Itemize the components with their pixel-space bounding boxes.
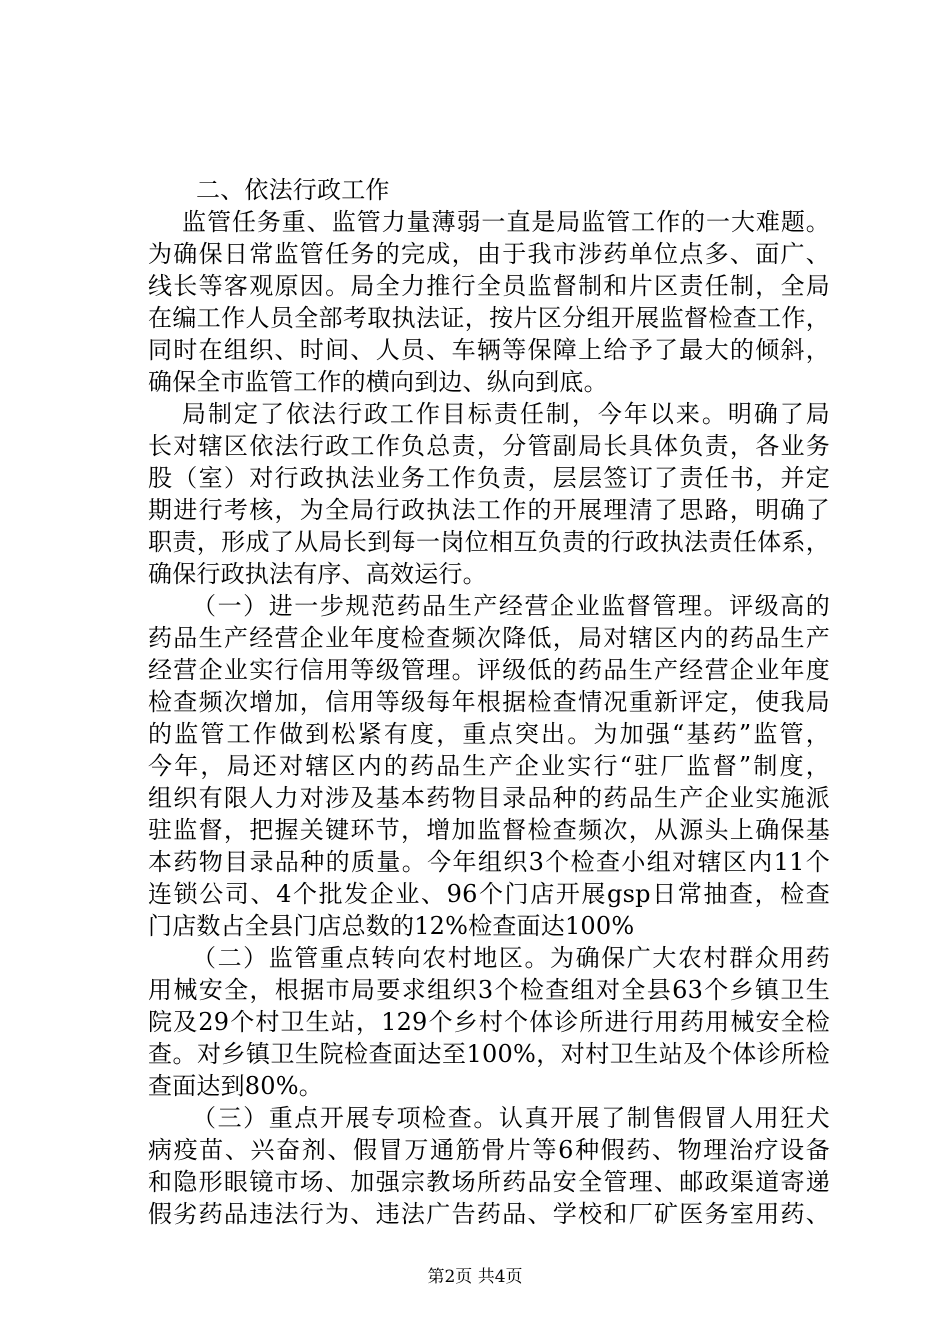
paragraph-line: 局制定了依法行政工作目标责任制，今年以来。明确了局: [182, 400, 830, 428]
paragraph-line: 假劣药品违法行为、违法广告药品、学校和厂矿医务室用药、: [148, 1200, 830, 1228]
paragraph-line: 在编工作人员全部考取执法证，按片区分组开展监督检查工作，: [148, 304, 830, 332]
paragraph-line: 查面达到80%。: [148, 1072, 323, 1100]
paragraph-line: 本药物目录品种的质量。今年组织3个检查小组对辖区内11个: [148, 848, 830, 876]
paragraph-line: 股（室）对行政执法业务工作负责，层层签订了责任书，并定: [148, 464, 830, 492]
paragraph-line: 经营企业实行信用等级管理。评级低的药品生产经营企业年度: [148, 656, 830, 684]
paragraph-line: （一）进一步规范药品生产经营企业监督管理。评级高的: [192, 592, 830, 620]
paragraph-line: 药品生产经营企业年度检查频次降低，局对辖区内的药品生产: [148, 624, 830, 652]
paragraph-line: 确保全市监管工作的横向到边、纵向到底。: [148, 368, 608, 396]
paragraph-line: 用械安全，根据市局要求组织3个检查组对全县63个乡镇卫生: [148, 976, 830, 1004]
paragraph-line: 组织有限人力对涉及基本药物目录品种的药品生产企业实施派: [148, 784, 830, 812]
paragraph-line: 检查频次增加，信用等级每年根据检查情况重新评定，使我局: [148, 688, 830, 716]
paragraph-line: 查。对乡镇卫生院检查面达至100%，对村卫生站及个体诊所检: [148, 1040, 830, 1068]
section-heading: 二、依法行政工作: [196, 176, 390, 204]
paragraph-line: 监管任务重、监管力量薄弱一直是局监管工作的一大难题。: [182, 208, 830, 236]
paragraph-line: 同时在组织、时间、人员、车辆等保障上给予了最大的倾斜，: [148, 336, 830, 364]
page-number-footer: 第2页 共4页: [427, 1267, 523, 1287]
paragraph-line: 和隐形眼镜市场、加强宗教场所药品安全管理、邮政渠道寄递: [148, 1168, 830, 1196]
paragraph-line: 驻监督，把握关键环节，增加监督检查频次，从源头上确保基: [148, 816, 830, 844]
paragraph-line: 的监管工作做到松紧有度，重点突出。为加强“基药”监管，: [148, 720, 830, 748]
paragraph-line: 门店数占全县门店总数的12%检查面达100%: [148, 912, 635, 940]
paragraph-line: （二）监管重点转向农村地区。为确保广大农村群众用药: [192, 944, 830, 972]
paragraph-line: 职责，形成了从局长到每一岗位相互负责的行政执法责任体系，: [148, 528, 830, 556]
paragraph-line: 为确保日常监管任务的完成，由于我市涉药单位点多、面广、: [148, 240, 830, 268]
paragraph-line: 长对辖区依法行政工作负总责，分管副局长具体负责，各业务: [148, 432, 830, 460]
paragraph-line: 期进行考核，为全局行政执法工作的开展理清了思路，明确了: [148, 496, 830, 524]
paragraph-line: 今年，局还对辖区内的药品生产企业实行“驻厂监督”制度，: [148, 752, 830, 780]
paragraph-line: 院及29个村卫生站，129个乡村个体诊所进行用药用械安全检: [148, 1008, 830, 1036]
paragraph-line: 确保行政执法有序、高效运行。: [148, 560, 487, 588]
paragraph-line: 线长等客观原因。局全力推行全员监督制和片区责任制，全局: [148, 272, 830, 300]
paragraph-line: 连锁公司、4个批发企业、96个门店开展gsp日常抽查，检查: [148, 880, 830, 908]
paragraph-line: （三）重点开展专项检查。认真开展了制售假冒人用狂犬: [192, 1104, 830, 1132]
paragraph-line: 病疫苗、兴奋剂、假冒万通筋骨片等6种假药、物理治疗设备: [148, 1136, 830, 1164]
